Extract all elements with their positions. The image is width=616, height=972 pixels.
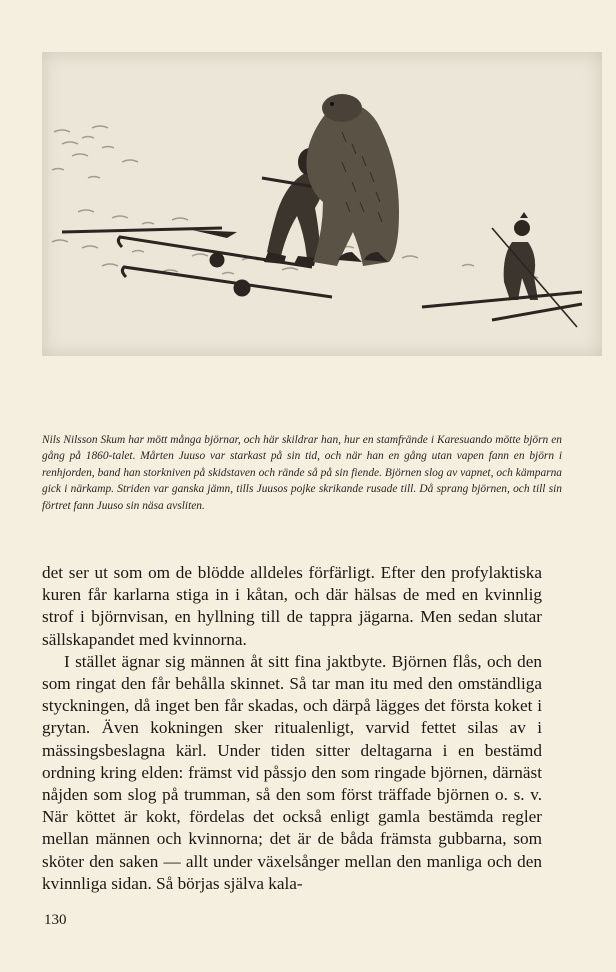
bear-figure [306,94,399,266]
caption-text: Nils Nilsson Skum har mött många björnar, och här skildrar han, hur en stamfrände i Karesuando mötte björn en gång på 1860-talet. Mårten Juuso var starkast på sin tid, och när han en gång utan vapen fann en björn i renhjorden, band han storkniven på skidstaven och rände så på sin fiende. Björnen slog av vapnet, och kämparna gick i närkamp. Striden var ganska jämn, tills Juusos pojke skrikande rusade till. Då sprang björnen, och till sin förtret fann Juuso sin näsa avsliten. [42,434,562,512]
illustration-caption [42,432,562,514]
page-number: 130 [44,912,67,928]
skier-figure [422,212,582,327]
illustration-drawing [42,52,602,356]
body-text [42,562,542,895]
skis-on-ground [62,228,332,297]
body-paragraph-1: det ser ut som om de blödde alldeles förfärligt. Efter den profylaktiska kuren får karlarna stiga in i kåtan, och där hälsas de med en kvinnlig strof i björnvisan, en hyllning till de tappra jägarna. Men sedan slutar sällskapandet med kvinnorna. [42,563,542,649]
knife-staff [192,230,237,238]
body-paragraph-2: I stället ägnar sig männen åt sitt fina jaktbyte. Björnen flås, och den som ringat den får behålla skinnet. Så tar man itu med den omständliga styckningen, då inget ben får skadas, och därpå lägges det första koket i grytan. Även kokningen sker ritualenligt, varvid fettet silas av i mässingsbeslagna kärl. Under tiden sitter deltagarna i en bestämd ordning kring elden: främst vid påssjo den som ringade björnen, därnäst nåjden som slog på trumman, så den som först träffade björnen o. s. v. När köttet är kokt, fördelas det också enligt gamla bestämda regler mellan männen och kvinnorna; det är de båda främsta gubbarna, som sköter den saken — allt under växelsånger mellan den manliga och den kvinnliga sidan. Så börjas själva kala- [42,651,542,893]
bear-fight-illustration [42,52,602,356]
